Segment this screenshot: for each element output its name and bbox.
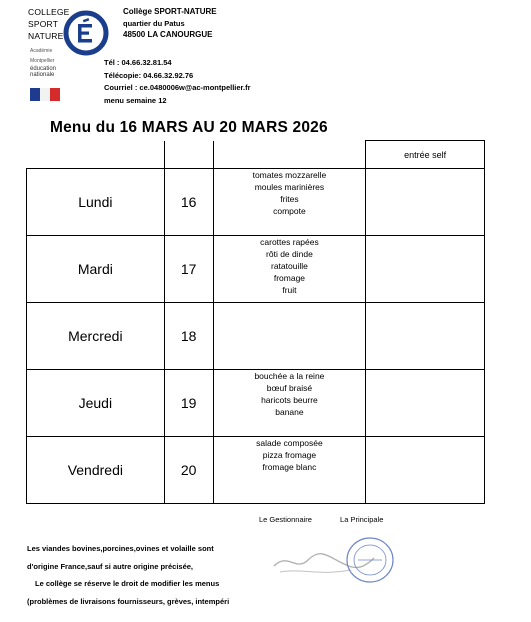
email-address: Courriel : ce.0480006w@ac-montpellier.fr xyxy=(104,83,251,92)
entree-self-cell xyxy=(366,437,485,504)
republic-flag-icon xyxy=(30,88,60,101)
principale-label: La Principale xyxy=(340,515,384,524)
footnote-line: Le collège se réserve le droit de modifier les menus xyxy=(35,579,220,588)
day-name: Mardi xyxy=(27,236,165,303)
dish: salade composée xyxy=(256,438,323,448)
footnote-line: (problèmes de livraisons fournisseurs, grèves, intempéri xyxy=(27,596,230,606)
menu-table xyxy=(26,140,485,504)
dish: ratatouille xyxy=(271,261,308,271)
day-number: 20 xyxy=(164,437,213,504)
school-address xyxy=(123,6,217,41)
school-e-icon xyxy=(63,10,109,56)
page-title: Menu du 16 MARS AU 20 MARS 2026 xyxy=(50,119,328,136)
dish: banane xyxy=(275,407,304,417)
academie-line: éducation xyxy=(30,66,57,72)
entree-self-cell xyxy=(366,303,485,370)
dish-list xyxy=(213,370,366,437)
entree-self-header: entrée self xyxy=(366,141,485,169)
signature-stamp-icon xyxy=(270,532,396,590)
dish: compote xyxy=(273,206,306,216)
table-row xyxy=(27,236,485,303)
table-row xyxy=(27,303,485,370)
day-number: 16 xyxy=(164,169,213,236)
phone-number: Tél : 04.66.32.81.54 xyxy=(104,58,172,67)
day-number: 18 xyxy=(164,303,213,370)
dish: frites xyxy=(280,194,299,204)
academie-line: Académie xyxy=(30,48,53,54)
school-street: quartier du Patus xyxy=(123,18,185,28)
school-city: 48500 LA CANOURGUE xyxy=(123,30,213,39)
dish-list xyxy=(213,303,366,370)
dish: tomates mozzarelle xyxy=(252,170,327,180)
entree-self-cell xyxy=(366,169,485,236)
table-row xyxy=(27,169,485,236)
fax-number: Télécopie: 04.66.32.92.76 xyxy=(104,70,194,80)
entree-self-cell xyxy=(366,370,485,437)
signers xyxy=(259,515,383,524)
gestionnaire-label: Le Gestionnaire xyxy=(259,515,312,524)
dish: rôti de dinde xyxy=(266,249,313,259)
school-name: Collège SPORT-NATURE xyxy=(123,7,217,16)
academie-line: nationale xyxy=(30,72,55,78)
header-empty-cell xyxy=(164,141,213,169)
dish-list xyxy=(213,437,366,504)
dish: fruit xyxy=(282,285,297,295)
logo-word: SPORT xyxy=(28,19,59,29)
academie-label xyxy=(30,48,56,78)
dish: bœuf braisé xyxy=(266,383,313,393)
dish: fromage xyxy=(273,273,306,283)
academie-line: Montpellier xyxy=(30,58,55,64)
table-row xyxy=(27,370,485,437)
dish-list xyxy=(213,169,366,236)
dish-list xyxy=(213,236,366,303)
dish: bouchée a la reine xyxy=(254,371,325,381)
table-row xyxy=(27,437,485,504)
dish: haricots beurre xyxy=(261,395,318,405)
entree-self-cell xyxy=(366,236,485,303)
contact-details xyxy=(104,57,251,107)
dish: fromage blanc xyxy=(262,462,317,472)
footnote xyxy=(27,540,229,610)
dish: moules marinières xyxy=(254,182,325,192)
footnote-line: d'origine France,sauf si autre origine précisée, xyxy=(27,561,194,571)
header-empty-cell xyxy=(27,141,165,169)
header-empty-cell xyxy=(213,141,366,169)
footnote-line: Les viandes bovines,porcines,ovines et volaille sont xyxy=(27,544,214,553)
day-number: 19 xyxy=(164,370,213,437)
day-name: Vendredi xyxy=(27,437,165,504)
dish: carottes rapées xyxy=(260,237,319,247)
day-name: Lundi xyxy=(27,169,165,236)
logo-word: COLLEGE xyxy=(28,7,70,17)
dish: pizza fromage xyxy=(262,450,317,460)
logo-word: NATURE xyxy=(28,31,64,41)
day-name: Jeudi xyxy=(27,370,165,437)
menu-week: menu semaine 12 xyxy=(104,95,167,105)
day-number: 17 xyxy=(164,236,213,303)
table-header-row xyxy=(27,141,485,169)
day-name: Mercredi xyxy=(27,303,165,370)
